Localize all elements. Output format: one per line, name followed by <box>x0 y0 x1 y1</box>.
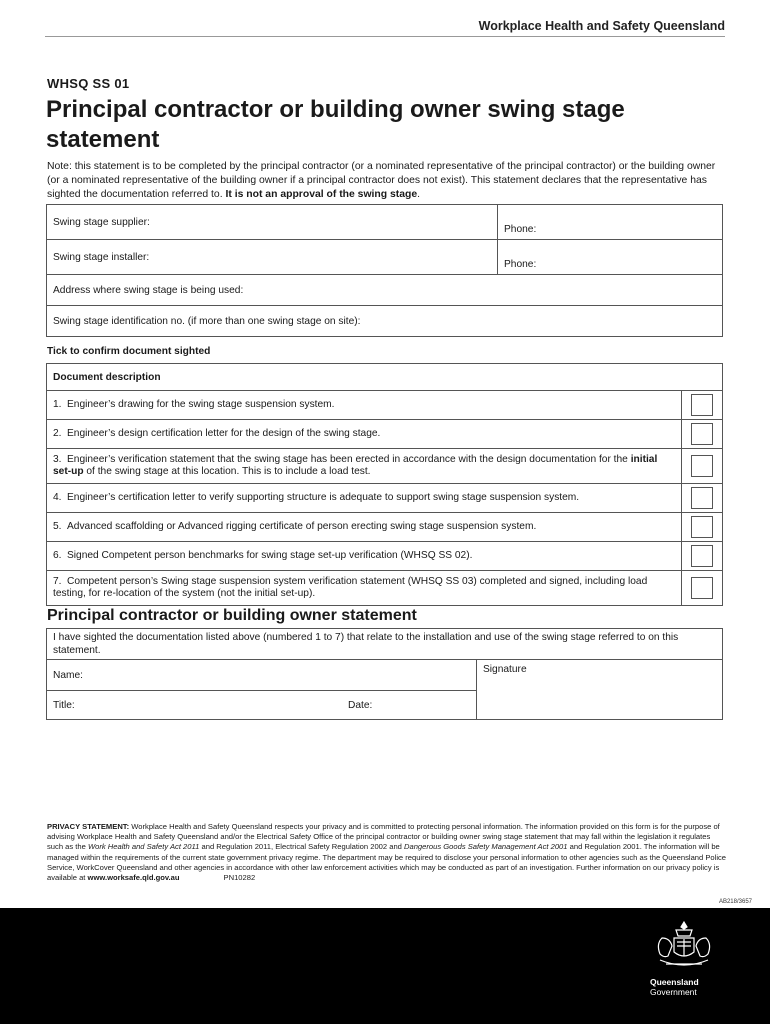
document-desc-3 <box>47 449 682 484</box>
installer-row <box>47 240 723 275</box>
checkbox-cell-5 <box>682 513 723 542</box>
document-desc-5 <box>47 513 682 542</box>
document-checkbox-5[interactable] <box>691 516 713 538</box>
document-checkbox-3[interactable] <box>691 455 713 477</box>
document-row-6 <box>47 542 723 571</box>
statement-text: I have sighted the documentation listed above (numbered 1 to 7) that relate to the installation and use of the swing stage referred to on this statement. <box>47 629 723 660</box>
supplier-phone-field[interactable] <box>498 205 723 240</box>
document-desc-7 <box>47 571 682 606</box>
address-row <box>47 275 723 306</box>
document-row-3 <box>47 449 723 484</box>
checkbox-cell-3 <box>682 449 723 484</box>
document-text-3-bold: initial set-up <box>53 453 658 477</box>
supplier-phone-label: Phone: <box>504 224 537 235</box>
government-line1: Queensland <box>650 977 699 987</box>
statement-table <box>46 628 723 720</box>
document-num-2: 2. <box>53 427 62 439</box>
document-text-2: Engineer’s design certification letter for the design of the swing stage. <box>67 427 381 439</box>
queensland-crest-icon <box>648 918 720 974</box>
document-checkbox-2[interactable] <box>691 423 713 445</box>
privacy-p2: and Regulation 2011, Electrical Safety Regulation 2002 and <box>199 842 404 852</box>
statement-text-row <box>47 629 723 660</box>
installer-phone-label: Phone: <box>504 259 537 270</box>
page-title: Principal contractor or building owner swing stage statement <box>46 96 625 153</box>
installer-phone-field[interactable] <box>498 240 723 275</box>
privacy-p3: and Regulation 2001. The information will be managed within the requirements of the current state government privacy regime. The department may be required to disclose your personal information to other agencies such as the Queensland Police Service, WorkCover Queensland and other agencies in accordance with other law enforcement activities which may be conducted as part of an investigation. Further information on our privacy policy is available at <box>47 842 727 883</box>
date-label: Date: <box>348 699 373 711</box>
note-end: . <box>417 189 421 200</box>
note-text: Note: this statement is to be completed by the principal contractor (or a nominated representative of the principal contractor) or the building owner (or a nominated representative of the building owner if a principal contractor does not exist). This statement declares that the representative has sighted the documentation referred to. <box>47 161 716 200</box>
checkbox-cell-7 <box>682 571 723 606</box>
privacy-label: PRIVACY STATEMENT: <box>47 822 130 831</box>
tick-heading: Tick to confirm document sighted <box>47 346 211 357</box>
document-text-3b: of the swing stage at this location. This is to include a load test. <box>83 466 371 477</box>
identification-label: Swing stage identification no. (if more than one swing stage on site): <box>53 315 361 327</box>
privacy-pn: PN10282 <box>223 873 256 883</box>
document-text-5: Advanced scaffolding or Advanced rigging certificate of person erecting swing stage suspension system. <box>67 520 537 532</box>
identification-field[interactable] <box>47 306 723 337</box>
statement-heading: Principal contractor or building owner statement <box>47 607 417 624</box>
document-text-4: Engineer’s certification letter to verify supporting structure is adequate to support swing stage suspension system. <box>67 491 580 503</box>
privacy-p1: Workplace Health and Safety Queensland respects your privacy and is committed to protecting personal information. The information provided on this form is for the purpose of advising Workplace Health and Safety Queensland and/or the Electrical Safety Office of the principal contractor or building owner swing stage statement that may fall within the legislation it regulates such as the <box>47 822 720 852</box>
form-code: WHSQ SS 01 <box>47 76 130 91</box>
document-row-5 <box>47 513 723 542</box>
checkbox-cell-2 <box>682 420 723 449</box>
privacy-act2: Dangerous Goods Safety Management Act 2001 <box>404 842 568 852</box>
privacy-statement <box>47 822 727 883</box>
name-field[interactable] <box>47 660 477 691</box>
date-field[interactable] <box>342 691 477 720</box>
identification-row <box>47 306 723 337</box>
note-paragraph <box>47 160 727 202</box>
checkbox-cell-1 <box>682 391 723 420</box>
document-text-1: Engineer’s drawing for the swing stage suspension system. <box>67 398 335 410</box>
checkbox-cell-4 <box>682 484 723 513</box>
signature-field[interactable] <box>477 660 723 720</box>
document-row-2 <box>47 420 723 449</box>
header-org: Workplace Health and Safety Queensland <box>478 19 725 33</box>
document-row-7 <box>47 571 723 606</box>
footer-code: AB218/3657 <box>718 899 752 905</box>
document-text-3a: Engineer’s verification statement that the swing stage has been erected in accordance with the design documentation for the <box>67 453 631 465</box>
name-label: Name: <box>53 669 84 681</box>
header-rule <box>45 36 725 37</box>
supplier-label: Swing stage supplier: <box>53 216 150 228</box>
document-checkbox-7[interactable] <box>691 577 713 599</box>
note-bold: It is not an approval of the swing stage <box>225 189 418 200</box>
privacy-act1: Work Health and Safety Act 2011 <box>87 842 200 852</box>
document-desc-1 <box>47 391 682 420</box>
document-num-7: 7. <box>53 575 62 587</box>
document-desc-4 <box>47 484 682 513</box>
signature-label: Signature <box>483 664 527 675</box>
address-label: Address where swing stage is being used: <box>53 284 244 296</box>
document-checkbox-4[interactable] <box>691 487 713 509</box>
document-text-6: Signed Competent person benchmarks for swing stage set-up verification (WHSQ SS 02). <box>67 549 473 561</box>
title-field[interactable] <box>47 691 343 720</box>
document-num-1: 1. <box>53 398 62 410</box>
document-desc-6 <box>47 542 682 571</box>
document-row-4 <box>47 484 723 513</box>
document-table <box>46 363 723 606</box>
supplier-field[interactable] <box>47 205 498 240</box>
document-row-1 <box>47 391 723 420</box>
document-text-7: Competent person’s Swing stage suspension system verification statement (WHSQ SS 03) completed and signed, including load testing, for re-location of the system (not the initial set-up). <box>53 575 648 599</box>
government-line2: Government <box>650 987 697 997</box>
name-row <box>47 660 723 691</box>
document-checkbox-1[interactable] <box>691 394 713 416</box>
checkbox-cell-6 <box>682 542 723 571</box>
installer-field[interactable] <box>47 240 498 275</box>
privacy-url[interactable]: www.worksafe.qld.gov.au <box>87 873 180 883</box>
document-num-6: 6. <box>53 549 62 561</box>
document-num-5: 5. <box>53 520 62 532</box>
document-table-header <box>47 364 723 391</box>
government-wordmark <box>650 977 699 997</box>
document-desc-2 <box>47 420 682 449</box>
details-table <box>46 204 723 337</box>
installer-label: Swing stage installer: <box>53 251 150 263</box>
title-label: Title: <box>53 699 75 711</box>
document-num-4: 4. <box>53 491 62 503</box>
supplier-row <box>47 205 723 240</box>
document-description-header: Document description <box>47 364 723 391</box>
document-num-3: 3. <box>53 453 62 465</box>
document-checkbox-6[interactable] <box>691 545 713 567</box>
address-field[interactable] <box>47 275 723 306</box>
